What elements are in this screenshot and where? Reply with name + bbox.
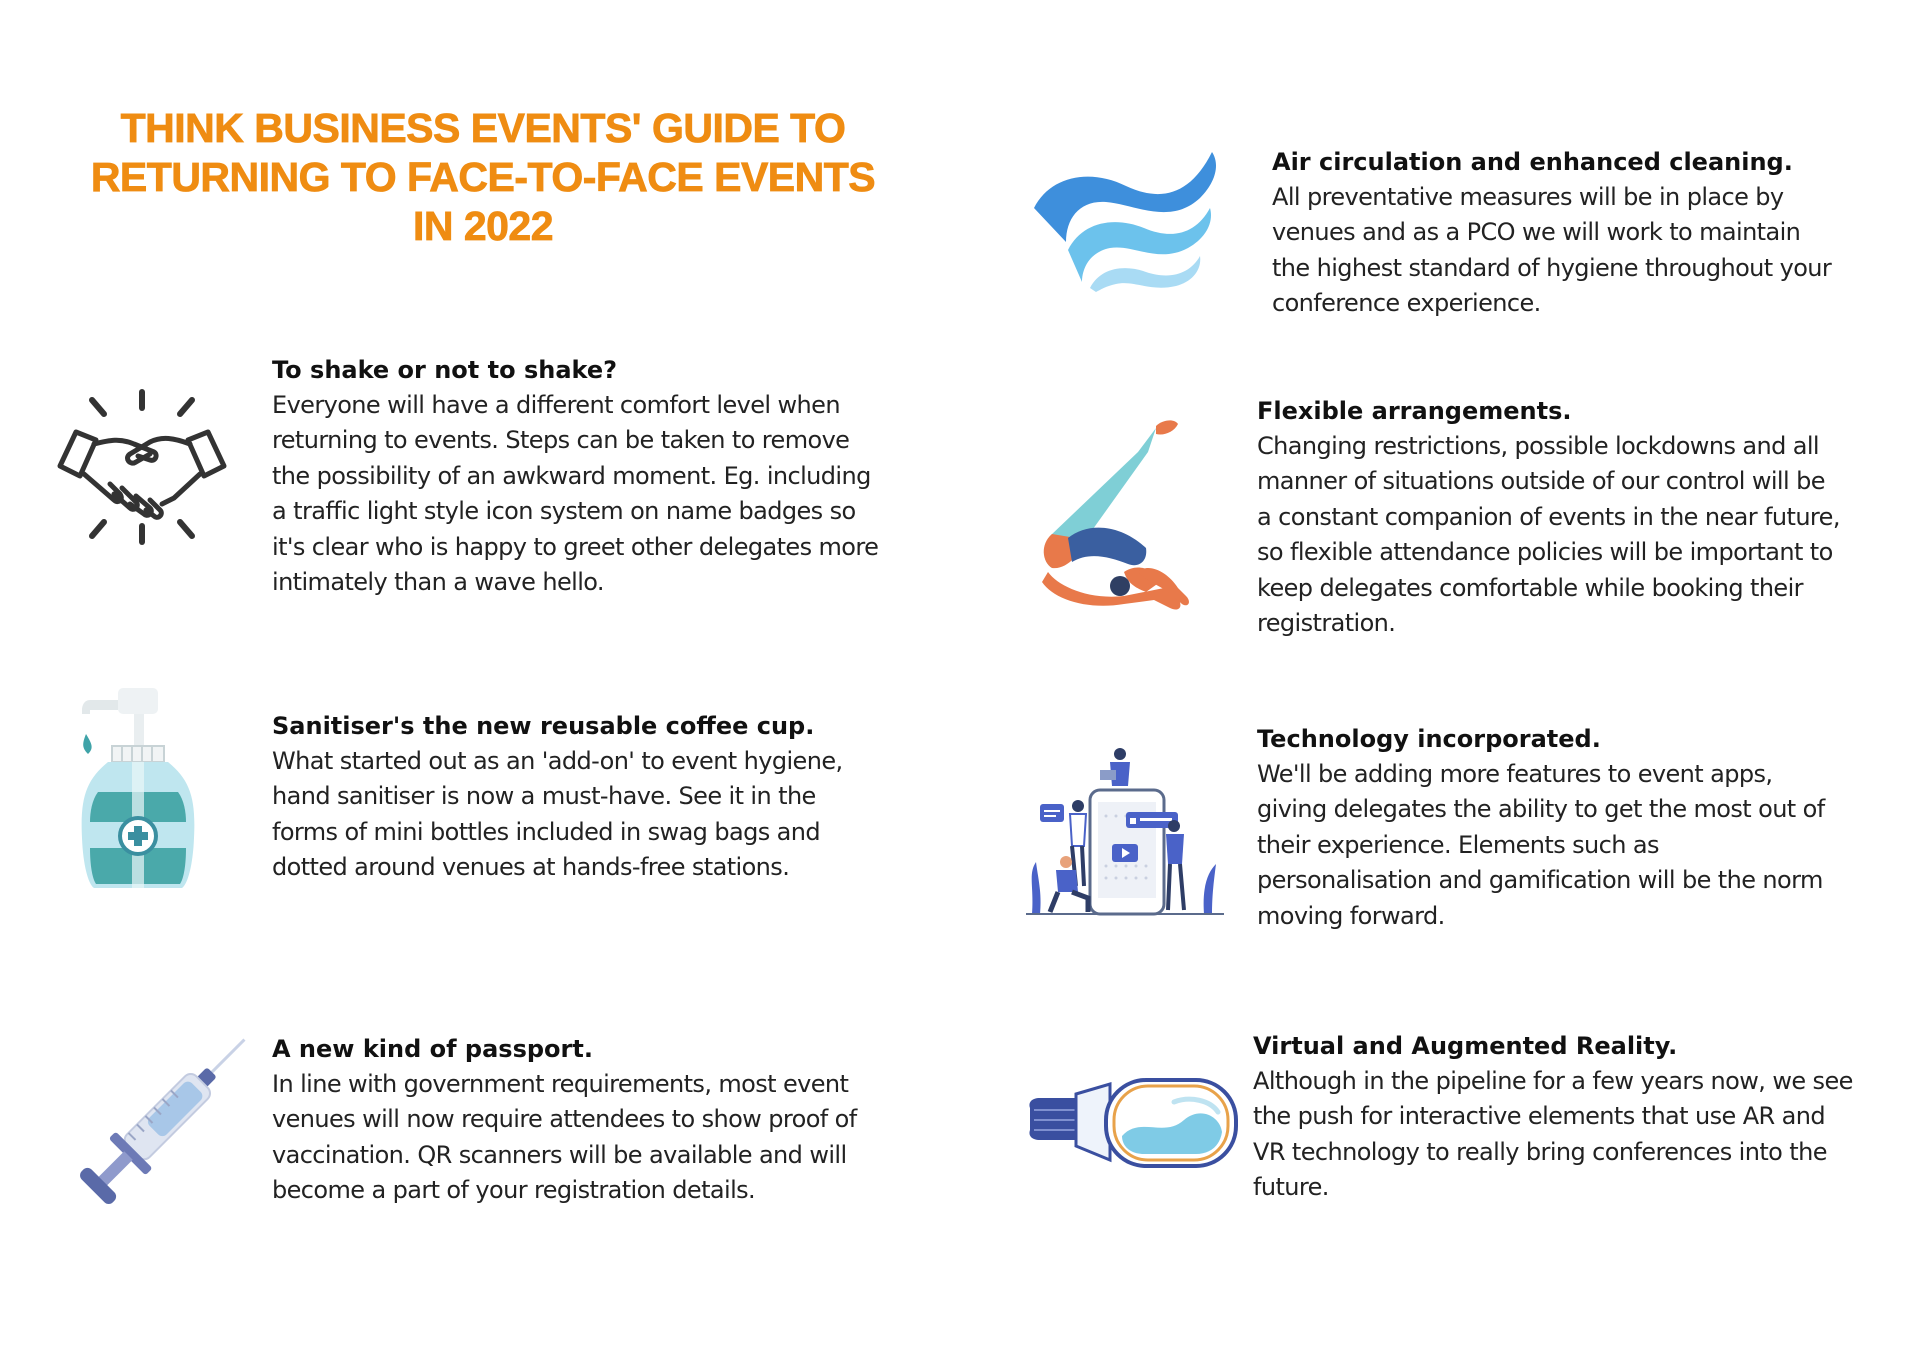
body-line: manner of situations outside of our control will be (1257, 467, 1825, 496)
body-line: the highest standard of hygiene throughout your (1272, 253, 1832, 282)
section-vr (1253, 1029, 1853, 1206)
section-body (1272, 180, 1831, 322)
body-line: the possibility of an awkward moment. Eg. including (272, 461, 871, 490)
section-heading: A new kind of passport. (272, 1035, 593, 1063)
title-line: IN 2022 (412, 203, 554, 249)
body-line: forms of mini bottles included in swag bags and (272, 817, 820, 846)
body-line: Although in the pipeline for a few years now, we see (1253, 1067, 1853, 1095)
body-line: hand sanitiser is now a must-have. See it in the (272, 782, 816, 811)
section-body (1253, 1064, 1853, 1206)
body-line: a constant companion of events in the near future, (1257, 502, 1840, 531)
section-heading: To shake or not to shake? (272, 356, 618, 384)
body-line: VR technology to really bring conferences into the (1253, 1137, 1827, 1166)
section-heading: Air circulation and enhanced cleaning. (1272, 148, 1793, 176)
body-line: moving forward. (1257, 901, 1445, 930)
body-line: returning to events. Steps can be taken to remove (272, 426, 850, 455)
section-air (1272, 145, 1831, 322)
section-flexible (1257, 394, 1840, 641)
section-sanitiser (272, 709, 843, 886)
body-line: conference experience. (1272, 289, 1541, 318)
section-heading: Technology incorporated. (1257, 725, 1601, 753)
body-line: keep delegates comfortable while booking their (1257, 573, 1803, 602)
yoga-pose-icon (1028, 412, 1198, 616)
section-heading: Virtual and Augmented Reality. (1253, 1032, 1678, 1060)
body-line: All preventative measures will be in place by (1272, 183, 1784, 211)
body-line: so flexible attendance policies will be important to (1257, 538, 1833, 567)
body-line: intimately than a wave hello. (272, 568, 604, 597)
vr-headset-icon (1024, 1076, 1240, 1176)
section-heading: Sanitiser's the new reusable coffee cup. (272, 712, 815, 740)
title-line: THINK BUSINESS EVENTS' GUIDE TO (120, 105, 846, 151)
section-passport (272, 1032, 857, 1209)
body-line: become a part of your registration details. (272, 1176, 756, 1205)
sanitiser-bottle-icon (78, 688, 206, 888)
body-line: We'll be adding more features to event apps, (1257, 760, 1773, 788)
page-title (90, 104, 876, 251)
body-line: What started out as an 'add-on' to event hygiene, (272, 747, 843, 775)
section-heading: Flexible arrangements. (1257, 397, 1572, 425)
body-line: the push for interactive elements that use AR and (1253, 1102, 1825, 1131)
body-line: In line with government requirements, most event (272, 1070, 849, 1098)
body-line: their experience. Elements such as (1257, 830, 1659, 859)
body-line: vaccination. QR scanners will be available and will (272, 1140, 847, 1169)
body-line: personalisation and gamification will be the norm (1257, 866, 1823, 895)
section-technology (1257, 722, 1825, 934)
body-line: giving delegates the ability to get the most out of (1257, 795, 1825, 824)
air-waves-icon (1030, 146, 1224, 292)
event-app-icon (1026, 746, 1224, 918)
section-body (272, 1067, 857, 1209)
body-line: registration. (1257, 609, 1396, 638)
body-line: it's clear who is happy to greet other delegates more (272, 532, 879, 561)
body-line: Changing restrictions, possible lockdowns and all (1257, 432, 1819, 460)
title-line: RETURNING TO FACE-TO-FACE EVENTS (90, 154, 876, 200)
body-line: venues and as a PCO we will work to maintain (1272, 218, 1801, 247)
section-body (1257, 757, 1825, 934)
body-line: future. (1253, 1173, 1329, 1202)
section-shake (272, 353, 878, 600)
section-body (1257, 429, 1840, 641)
handshake-icon (54, 388, 230, 548)
syringe-icon (66, 1032, 256, 1214)
body-line: a traffic light style icon system on name badges so (272, 497, 856, 526)
section-body (272, 388, 878, 600)
body-line: Everyone will have a different comfort level when (272, 391, 840, 419)
body-line: venues will now require attendees to show proof of (272, 1105, 857, 1134)
section-body (272, 744, 843, 886)
body-line: dotted around venues at hands-free stations. (272, 853, 790, 882)
